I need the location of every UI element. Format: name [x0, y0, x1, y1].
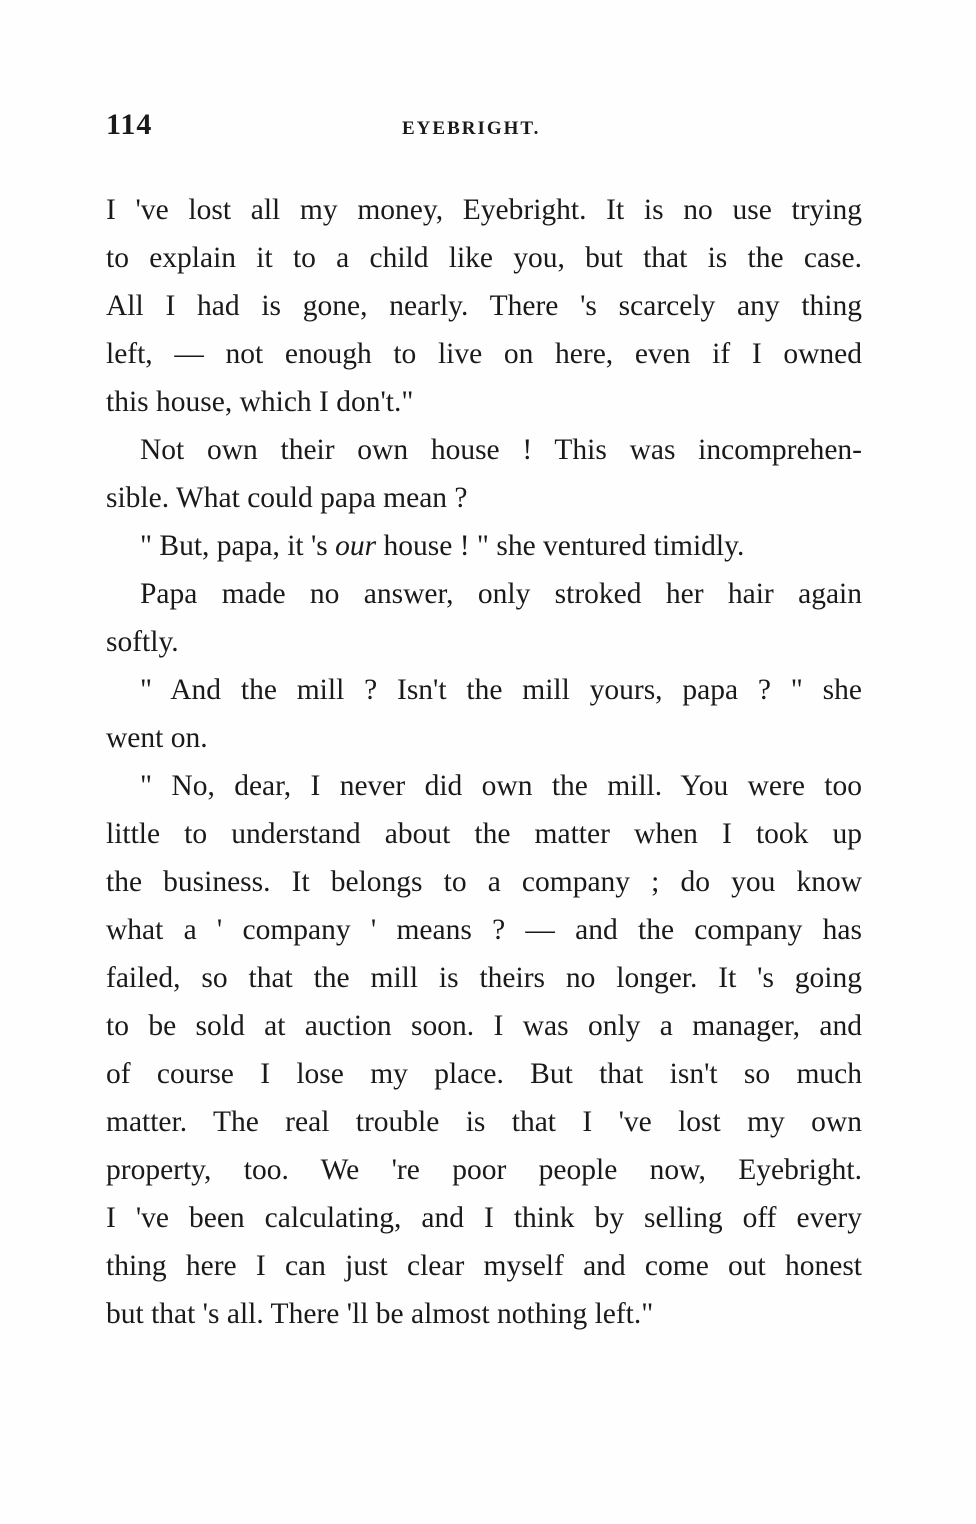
text-line: thing here I can just clear myself and come out honest [106, 1250, 862, 1282]
text-line: to be sold at auction soon. I was only a manager, and [106, 1010, 862, 1042]
running-title: EYEBRIGHT. [402, 118, 541, 139]
text-line: this house, which I don't." [106, 386, 414, 418]
text-line: went on. [106, 722, 208, 754]
text-line: to explain it to a child like you, but that is the case. [106, 242, 862, 274]
text-line: I 've lost all my money, Eyebright. It is no use trying [106, 194, 862, 226]
page-header [106, 108, 862, 152]
text-line: the business. It belongs to a company ; do you know [106, 866, 862, 898]
text-line: property, too. We 're poor people now, Eyebright. [106, 1154, 862, 1186]
text-line: Papa made no answer, only stroked her hair again [140, 578, 862, 610]
page-number: 114 [106, 108, 153, 141]
text-line: " And the mill ? Isn't the mill yours, papa ? " she [140, 674, 862, 706]
text-line: softly. [106, 626, 179, 658]
text-segment: " But, papa, it 's [140, 530, 336, 562]
text-line: I 've been calculating, and I think by selling off every [106, 1202, 862, 1234]
text-line: left, — not enough to live on here, even if I owned [106, 338, 862, 370]
text-line [106, 522, 862, 570]
text-segment: house ! " she ventured timidly. [376, 530, 745, 562]
text-line: All I had is gone, nearly. There 's scarcely any thing [106, 290, 862, 322]
text-line: matter. The real trouble is that I 've lost my own [106, 1106, 862, 1138]
italic-word: our [335, 530, 377, 562]
text-line: " No, dear, I never did own the mill. You were too [140, 770, 862, 802]
text-line: of course I lose my place. But that isn't so much [106, 1058, 862, 1090]
text-line: little to understand about the matter when I took up [106, 818, 862, 850]
text-line: Not own their own house ! This was incomprehen- [140, 434, 862, 466]
text-line: what a ' company ' means ? — and the company has [106, 914, 862, 946]
page-body [106, 186, 862, 1338]
text-line: sible. What could papa mean ? [106, 482, 468, 514]
text-line: but that 's all. There 'll be almost nothing left." [106, 1298, 654, 1330]
text-line: failed, so that the mill is theirs no longer. It 's going [106, 962, 862, 994]
